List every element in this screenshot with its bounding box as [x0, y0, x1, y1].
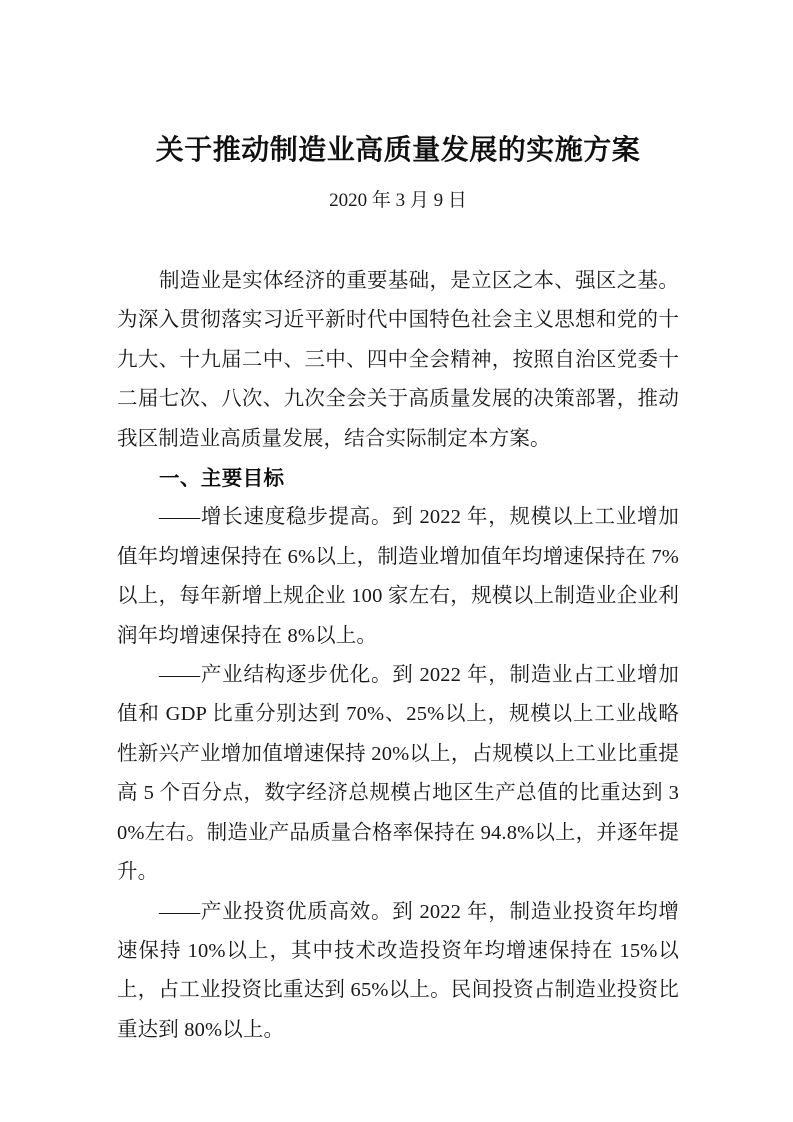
document-date: 2020 年 3 月 9 日 [329, 190, 467, 211]
page-title: 关于推动制造业高质量发展的实施方案 [155, 134, 641, 165]
paragraph-goal-growth-rate: ——增长速度稳步提高。到 2022 年，规模以上工业增加值年均增速保持在 6%以上，制造业增加值年均增速保持在 7%以上，每年新增上规企业 100 家左右，规模以上制造业企业利润年均增速保持在 8%以上。 [117, 506, 679, 647]
paragraph-goal-industrial-structure: ——产业结构逐步优化。到 2022 年，制造业占工业增加值和 GDP 比重分别达到 70%、25%以上，规模以上工业战略性新兴产业增加值增速保持 20%以上，占规模以上工业比重提高 5 个百分点，数字经济总规模占地区生产总值的比重达到 30%左右。制造业产品质量合格率保持在 94.8%以上，并逐年提升。 [117, 664, 679, 884]
document-body [117, 262, 679, 1050]
paragraph-introduction: 制造业是实体经济的重要基础，是立区之本、强区之基。为深入贯彻落实习近平新时代中国特色社会主义思想和党的十九大、十九届二中、三中、四中全会精神，按照自治区党委十二届七次、八次、九次全会关于高质量发展的决策部署，推动我区制造业高质量发展，结合实际制定本方案。 [117, 270, 679, 450]
section-heading-main-objectives: 一、主要目标 [159, 467, 285, 491]
paragraph-goal-industrial-investment: ——产业投资优质高效。到 2022 年，制造业投资年均增速保持 10%以上，其中技术改造投资年均增速保持在 15%以上，占工业投资比重达到 65%以上。民间投资占制造业投资比重达到 80%以上。 [117, 900, 679, 1041]
